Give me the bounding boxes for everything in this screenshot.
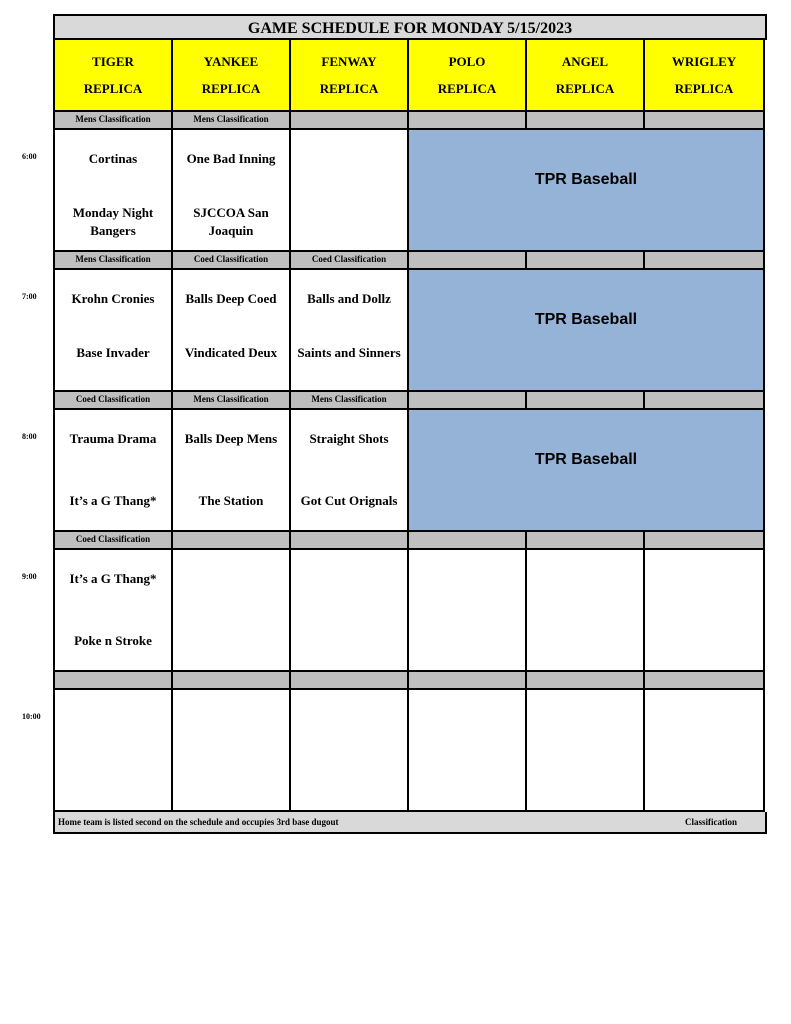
classification-cell [173, 532, 291, 550]
field-sub: REPLICA [674, 81, 734, 96]
classification-cell [645, 252, 765, 270]
time-label: 6:00 [22, 152, 37, 161]
game-cell [55, 270, 173, 392]
classification-cell [409, 532, 527, 550]
field-header-wrigley [645, 40, 765, 112]
home-team: Poke n Stroke [74, 633, 152, 648]
home-team: Vindicated Deux [184, 345, 278, 360]
away-team: Cortinas [88, 151, 138, 166]
field-name: WRIGLEY [671, 54, 737, 69]
field-sub: REPLICA [319, 81, 379, 96]
time-slot-row [22, 130, 767, 252]
field-header-fenway [291, 40, 409, 112]
time-label: 8:00 [22, 432, 37, 441]
classification-cell [55, 672, 173, 690]
game-cell [173, 130, 291, 252]
classification-cell: Mens Classification [55, 112, 173, 130]
home-team: Base Invader [76, 345, 150, 360]
away-team: Krohn Cronies [71, 291, 155, 306]
field-name: TIGER [92, 54, 134, 69]
game-cell [527, 550, 645, 672]
field-header-tiger [55, 40, 173, 112]
classification-row [53, 672, 767, 690]
field-name: FENWAY [321, 54, 377, 69]
classification-cell [645, 112, 765, 130]
tpr-baseball-block: TPR Baseball [409, 270, 765, 392]
home-team: Saints and Sinners [297, 345, 401, 360]
time-slot-row [22, 270, 767, 392]
home-team-note: Home team is listed second on the schedule and occupies 3rd base dugout [58, 817, 339, 827]
game-cell [527, 690, 645, 812]
game-cell [291, 690, 409, 812]
classification-cell [173, 672, 291, 690]
classification-cell [527, 112, 645, 130]
home-team: Monday Night Bangers [72, 205, 154, 238]
tpr-baseball-block: TPR Baseball [409, 410, 765, 532]
classification-cell: Mens Classification [55, 252, 173, 270]
away-team: Straight Shots [309, 431, 389, 446]
classification-row [53, 532, 767, 550]
field-name: YANKEE [203, 54, 259, 69]
classification-cell [409, 392, 527, 410]
field-sub: REPLICA [555, 81, 615, 96]
classification-cell: Coed Classification [55, 532, 173, 550]
classification-cell [527, 532, 645, 550]
classification-cell: Mens Classification [291, 392, 409, 410]
away-team: Balls Deep Coed [185, 291, 277, 306]
field-name: POLO [448, 54, 486, 69]
game-cell [291, 270, 409, 392]
field-header-yankee [173, 40, 291, 112]
time-label: 9:00 [22, 572, 37, 581]
time-label: 10:00 [22, 712, 41, 721]
schedule-title: GAME SCHEDULE FOR MONDAY 5/15/2023 [53, 14, 767, 40]
classification-cell [291, 112, 409, 130]
away-team: Trauma Drama [69, 431, 157, 446]
classification-cell [291, 672, 409, 690]
classification-cell: Coed Classification [291, 252, 409, 270]
game-cell [173, 410, 291, 532]
game-cell [55, 410, 173, 532]
game-cell [645, 690, 765, 812]
field-sub: REPLICA [437, 81, 497, 96]
field-name: ANGEL [561, 54, 609, 69]
classification-cell [645, 672, 765, 690]
footer-classification-label: Classification [684, 817, 737, 827]
home-team: SJCCOA San Joaquin [193, 205, 269, 238]
away-team: Balls and Dollz [307, 291, 391, 306]
away-team: Balls Deep Mens [184, 431, 278, 446]
classification-row [53, 252, 767, 270]
classification-cell [291, 532, 409, 550]
schedule-sheet [22, 14, 767, 834]
game-cell [55, 550, 173, 672]
game-cell [409, 690, 527, 812]
field-header-polo [409, 40, 527, 112]
classification-cell: Coed Classification [55, 392, 173, 410]
field-header-row [53, 40, 767, 112]
game-cell [55, 690, 173, 812]
game-cell [409, 550, 527, 672]
classification-row [53, 112, 767, 130]
away-team: One Bad Inning [186, 151, 276, 166]
time-slot-row [22, 410, 767, 532]
classification-cell [645, 392, 765, 410]
game-cell [55, 130, 173, 252]
game-cell [173, 690, 291, 812]
time-label: 7:00 [22, 292, 37, 301]
classification-cell [409, 112, 527, 130]
classification-cell: Coed Classification [173, 252, 291, 270]
game-cell [173, 550, 291, 672]
tpr-baseball-block: TPR Baseball [409, 130, 765, 252]
game-cell [291, 410, 409, 532]
classification-cell: Mens Classification [173, 392, 291, 410]
game-cell [173, 270, 291, 392]
classification-cell [527, 252, 645, 270]
home-team: Got Cut Orignals [300, 493, 398, 508]
field-sub: REPLICA [201, 81, 261, 96]
classification-cell [527, 672, 645, 690]
time-slot-row [22, 690, 767, 812]
classification-cell [527, 392, 645, 410]
time-slot-row [22, 550, 767, 672]
home-team: It’s a G Thang* [69, 493, 157, 508]
footer-note-bar [53, 812, 767, 834]
classification-row [53, 392, 767, 410]
away-team: It’s a G Thang* [69, 571, 157, 586]
game-cell [645, 550, 765, 672]
game-cell [291, 130, 409, 252]
classification-cell [409, 252, 527, 270]
game-cell [291, 550, 409, 672]
classification-cell: Mens Classification [173, 112, 291, 130]
field-header-angel [527, 40, 645, 112]
classification-cell [645, 532, 765, 550]
home-team: The Station [198, 493, 264, 508]
field-sub: REPLICA [83, 81, 143, 96]
classification-cell [409, 672, 527, 690]
